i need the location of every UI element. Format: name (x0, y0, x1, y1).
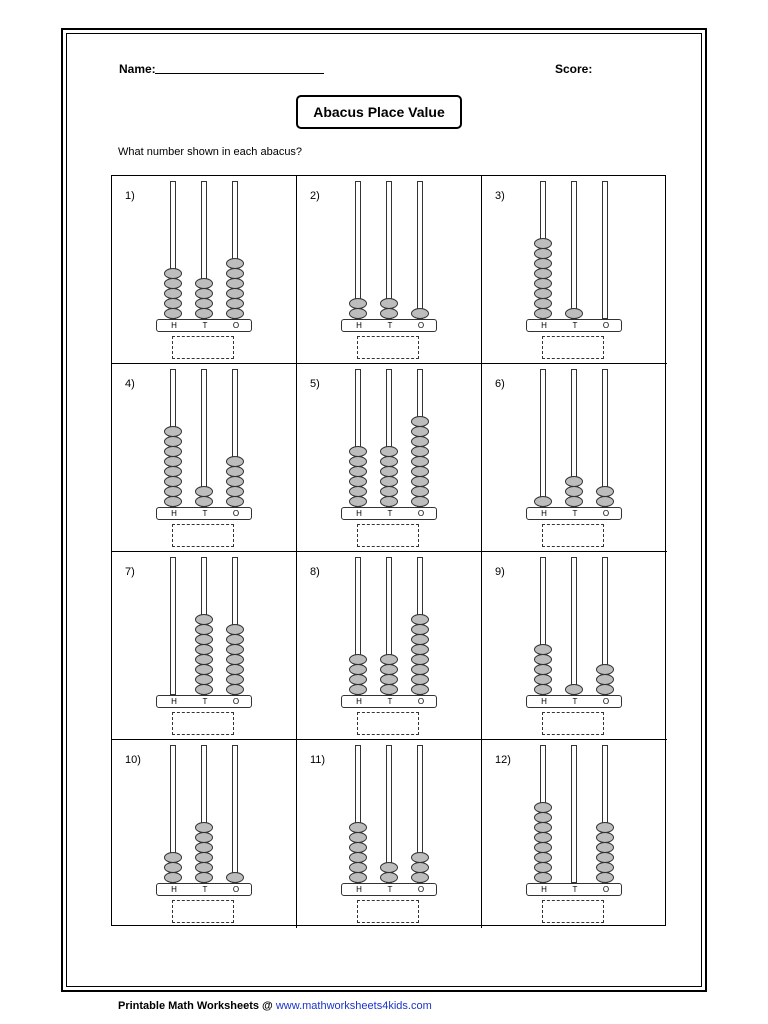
abacus-bead (195, 654, 213, 665)
abacus-bead (349, 654, 367, 665)
abacus-cell (297, 364, 482, 552)
abacus-bead (534, 278, 552, 289)
answer-box[interactable] (542, 900, 604, 923)
abacus-cell (297, 740, 482, 928)
abacus-cell (112, 552, 297, 740)
problem-number: 7) (125, 566, 135, 578)
abacus-bead (534, 802, 552, 813)
abacus-bead (411, 456, 429, 467)
abacus-bead (195, 614, 213, 625)
abacus-bead (411, 852, 429, 863)
place-label-o: O (417, 321, 425, 330)
abacus-rod-o (602, 181, 608, 319)
abacus-bead (195, 664, 213, 675)
abacus-base (526, 695, 622, 708)
answer-box[interactable] (357, 524, 419, 547)
abacus-bead (195, 832, 213, 843)
abacus-bead (226, 644, 244, 655)
abacus-rod-t (571, 557, 577, 695)
abacus-rod-h (170, 557, 176, 695)
abacus-base (156, 319, 252, 332)
abacus-bead (380, 674, 398, 685)
abacus-bead (534, 644, 552, 655)
answer-box[interactable] (542, 524, 604, 547)
abacus-bead (226, 486, 244, 497)
abacus-bead (534, 812, 552, 823)
abacus-bead (411, 486, 429, 497)
abacus-bead (195, 872, 213, 883)
abacus-base (526, 883, 622, 896)
abacus-bead (411, 436, 429, 447)
abacus-bead (411, 308, 429, 319)
instruction-text: What number shown in each abacus? (118, 146, 303, 158)
abacus-bead (534, 258, 552, 269)
abacus-bead (534, 664, 552, 675)
worksheet-title-text: Abacus Place Value (313, 104, 445, 120)
place-label-t: T (572, 509, 578, 518)
place-label-t: T (202, 697, 208, 706)
abacus-bead (195, 308, 213, 319)
abacus-base (526, 319, 622, 332)
abacus-bead (195, 624, 213, 635)
abacus-bead (195, 852, 213, 863)
abacus-bead (411, 496, 429, 507)
abacus-bead (565, 308, 583, 319)
problem-number: 10) (125, 754, 141, 766)
score-label: Score: (555, 62, 593, 76)
abacus-bead (226, 466, 244, 477)
abacus-bead (349, 664, 367, 675)
problem-number: 1) (125, 190, 135, 202)
place-label-t: T (572, 885, 578, 894)
abacus-bead (195, 486, 213, 497)
abacus-bead (411, 674, 429, 685)
abacus-bead (534, 822, 552, 833)
abacus-base (341, 883, 437, 896)
abacus-bead (411, 446, 429, 457)
abacus-bead (349, 308, 367, 319)
abacus-bead (534, 308, 552, 319)
abacus-bead (411, 654, 429, 665)
abacus-bead (164, 436, 182, 447)
abacus-cell (112, 176, 297, 364)
abacus-bead (349, 872, 367, 883)
abacus-cell (112, 364, 297, 552)
abacus-bead (349, 822, 367, 833)
abacus-bead (349, 446, 367, 457)
place-label-h: H (541, 885, 547, 894)
abacus-bead (596, 486, 614, 497)
answer-box[interactable] (172, 336, 234, 359)
abacus-bead (380, 446, 398, 457)
abacus-bead (565, 496, 583, 507)
abacus-bead (411, 426, 429, 437)
abacus-bead (534, 852, 552, 863)
abacus-bead (565, 486, 583, 497)
abacus-rod-t (571, 181, 577, 319)
abacus-bead (195, 842, 213, 853)
name-label: Name: (119, 62, 156, 76)
place-label-h: H (171, 697, 177, 706)
place-label-o: O (232, 321, 240, 330)
abacus-bead (195, 634, 213, 645)
abacus-bead (596, 496, 614, 507)
place-label-t: T (387, 509, 393, 518)
abacus-base (156, 883, 252, 896)
abacus-bead (349, 842, 367, 853)
problem-number: 12) (495, 754, 511, 766)
abacus-bead (380, 684, 398, 695)
abacus-bead (534, 268, 552, 279)
abacus-bead (195, 278, 213, 289)
place-label-h: H (171, 885, 177, 894)
abacus-bead (411, 644, 429, 655)
abacus-bead (380, 862, 398, 873)
abacus-bead (565, 476, 583, 487)
abacus-bead (195, 862, 213, 873)
abacus-bead (596, 832, 614, 843)
footer-text: Printable Math Worksheets @ (118, 1000, 276, 1012)
abacus-bead (164, 288, 182, 299)
abacus-bead (195, 298, 213, 309)
place-label-h: H (356, 509, 362, 518)
abacus-bead (164, 308, 182, 319)
abacus-bead (411, 416, 429, 427)
abacus-bead (411, 634, 429, 645)
abacus-bead (349, 496, 367, 507)
abacus-bead (195, 288, 213, 299)
place-label-o: O (602, 697, 610, 706)
abacus-bead (411, 466, 429, 477)
abacus-bead (380, 456, 398, 467)
place-label-h: H (541, 509, 547, 518)
abacus-bead (411, 664, 429, 675)
place-label-t: T (572, 697, 578, 706)
abacus-rod-h (540, 369, 546, 507)
answer-box[interactable] (542, 712, 604, 735)
place-label-o: O (602, 509, 610, 518)
abacus-bead (226, 456, 244, 467)
abacus-rod-t (571, 745, 577, 883)
place-label-o: O (417, 885, 425, 894)
place-label-h: H (541, 697, 547, 706)
abacus-bead (411, 624, 429, 635)
place-label-o: O (602, 885, 610, 894)
answer-box[interactable] (357, 712, 419, 735)
answer-box[interactable] (357, 336, 419, 359)
name-field-line[interactable] (155, 73, 324, 74)
abacus-bead (349, 862, 367, 873)
abacus-bead (164, 872, 182, 883)
place-label-o: O (417, 697, 425, 706)
abacus-bead (226, 288, 244, 299)
abacus-bead (226, 298, 244, 309)
abacus-bead (226, 674, 244, 685)
abacus-bead (349, 852, 367, 863)
abacus-bead (596, 684, 614, 695)
answer-box[interactable] (172, 712, 234, 735)
abacus-grid (111, 175, 666, 926)
abacus-bead (164, 486, 182, 497)
problem-number: 2) (310, 190, 320, 202)
abacus-bead (164, 466, 182, 477)
abacus-bead (349, 456, 367, 467)
abacus-bead (349, 298, 367, 309)
abacus-bead (534, 832, 552, 843)
abacus-bead (411, 476, 429, 487)
abacus-base (341, 695, 437, 708)
abacus-bead (534, 496, 552, 507)
answer-box[interactable] (357, 900, 419, 923)
abacus-bead (411, 872, 429, 883)
abacus-bead (195, 496, 213, 507)
abacus-rod-o (417, 181, 423, 319)
abacus-bead (596, 842, 614, 853)
abacus-bead (534, 842, 552, 853)
abacus-bead (534, 298, 552, 309)
abacus-bead (195, 822, 213, 833)
abacus-bead (349, 476, 367, 487)
abacus-base (341, 319, 437, 332)
abacus-bead (380, 486, 398, 497)
abacus-bead (226, 278, 244, 289)
abacus-bead (596, 664, 614, 675)
abacus-bead (226, 684, 244, 695)
abacus-bead (226, 872, 244, 883)
abacus-bead (534, 684, 552, 695)
abacus-bead (226, 634, 244, 645)
place-label-t: T (202, 885, 208, 894)
answer-box[interactable] (172, 900, 234, 923)
abacus-bead (195, 644, 213, 655)
abacus-bead (596, 852, 614, 863)
problem-number: 9) (495, 566, 505, 578)
abacus-bead (349, 486, 367, 497)
problem-number: 6) (495, 378, 505, 390)
abacus-bead (596, 822, 614, 833)
abacus-bead (164, 476, 182, 487)
problem-number: 3) (495, 190, 505, 202)
problem-number: 8) (310, 566, 320, 578)
abacus-bead (380, 496, 398, 507)
answer-box[interactable] (542, 336, 604, 359)
place-label-h: H (171, 509, 177, 518)
abacus-cell (482, 552, 667, 740)
abacus-bead (534, 862, 552, 873)
place-label-h: H (171, 321, 177, 330)
abacus-bead (226, 308, 244, 319)
abacus-bead (164, 456, 182, 467)
abacus-bead (534, 674, 552, 685)
abacus-bead (195, 674, 213, 685)
place-label-o: O (232, 697, 240, 706)
abacus-bead (164, 298, 182, 309)
abacus-rod-o (232, 745, 238, 883)
abacus-bead (164, 278, 182, 289)
abacus-bead (164, 446, 182, 457)
abacus-bead (411, 862, 429, 873)
abacus-base (156, 695, 252, 708)
place-label-h: H (541, 321, 547, 330)
abacus-bead (164, 496, 182, 507)
abacus-bead (411, 684, 429, 695)
abacus-bead (195, 684, 213, 695)
abacus-bead (380, 654, 398, 665)
place-label-o: O (232, 885, 240, 894)
place-label-t: T (202, 321, 208, 330)
abacus-bead (380, 664, 398, 675)
abacus-base (156, 507, 252, 520)
abacus-bead (164, 862, 182, 873)
abacus-cell (297, 176, 482, 364)
problem-number: 4) (125, 378, 135, 390)
abacus-cell (482, 364, 667, 552)
abacus-bead (596, 872, 614, 883)
abacus-bead (164, 426, 182, 437)
abacus-bead (226, 654, 244, 665)
worksheet-title (296, 95, 462, 129)
abacus-bead (596, 862, 614, 873)
place-label-t: T (572, 321, 578, 330)
problem-number: 11) (310, 754, 326, 766)
abacus-bead (534, 654, 552, 665)
abacus-bead (596, 674, 614, 685)
abacus-bead (565, 684, 583, 695)
place-label-h: H (356, 321, 362, 330)
place-label-h: H (356, 697, 362, 706)
abacus-bead (349, 466, 367, 477)
abacus-base (526, 507, 622, 520)
abacus-cell (112, 740, 297, 928)
abacus-bead (534, 872, 552, 883)
abacus-bead (226, 664, 244, 675)
place-label-o: O (232, 509, 240, 518)
answer-box[interactable] (172, 524, 234, 547)
abacus-base (341, 507, 437, 520)
abacus-bead (349, 674, 367, 685)
place-label-t: T (387, 885, 393, 894)
abacus-bead (349, 684, 367, 695)
abacus-bead (164, 852, 182, 863)
abacus-bead (226, 624, 244, 635)
abacus-bead (380, 476, 398, 487)
abacus-cell (297, 552, 482, 740)
abacus-bead (380, 466, 398, 477)
abacus-bead (534, 238, 552, 249)
place-label-o: O (417, 509, 425, 518)
abacus-bead (534, 288, 552, 299)
abacus-bead (411, 614, 429, 625)
abacus-bead (349, 832, 367, 843)
place-label-t: T (387, 321, 393, 330)
abacus-bead (226, 496, 244, 507)
place-label-t: T (387, 697, 393, 706)
abacus-bead (226, 258, 244, 269)
footer (118, 1000, 432, 1012)
abacus-cell (482, 740, 667, 928)
place-label-t: T (202, 509, 208, 518)
abacus-bead (164, 268, 182, 279)
footer-link[interactable]: www.mathworksheets4kids.com (275, 1000, 432, 1012)
problem-number: 5) (310, 378, 320, 390)
abacus-cell (482, 176, 667, 364)
place-label-o: O (602, 321, 610, 330)
abacus-bead (226, 476, 244, 487)
abacus-bead (226, 268, 244, 279)
abacus-bead (534, 248, 552, 259)
abacus-bead (380, 308, 398, 319)
abacus-bead (380, 872, 398, 883)
abacus-bead (380, 298, 398, 309)
place-label-h: H (356, 885, 362, 894)
